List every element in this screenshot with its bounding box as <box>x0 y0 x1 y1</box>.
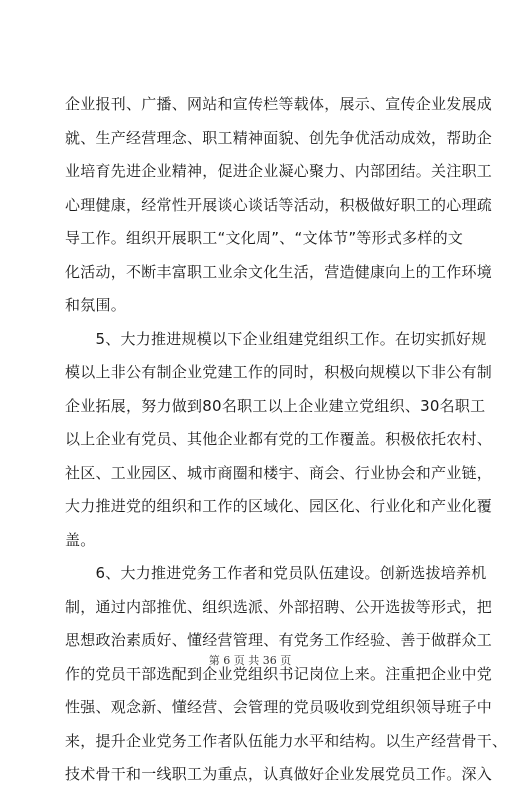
page-number-label: 第 6 页 共 36 页 <box>208 654 292 667</box>
text-line: 盖。 <box>65 530 96 549</box>
text-line: 性强、观念新、懂经营、会管理的党员吸收到党组织领导班子中 <box>65 698 493 716</box>
text-line: 心理健康，经常性开展谈心谈话等活动，积极做好职工的心理疏 <box>65 195 493 214</box>
text-line: 思想政治素质好、懂经营管理、有党务工作经验、善于做群众工 <box>65 631 493 649</box>
text-line: 5、大力推进规模以下企业组建党组织工作。在切实抓好规 <box>65 329 487 348</box>
text-line: 社区、工业园区、城市商圈和楼宇、商会、行业协会和产业链， <box>65 463 493 482</box>
text-line: 业培育先进企业精神，促进企业凝心聚力、内部团结。关注职工 <box>65 162 493 180</box>
document-body <box>65 88 507 792</box>
text-line: 导工作。组织开展职工“文化周”、“文体节”等形式多样的文 <box>65 229 464 247</box>
text-line: 以上企业有党员、其他企业都有党的工作覆盖。积极依托农村、 <box>65 430 493 448</box>
text-line: 和氛围。 <box>65 296 127 314</box>
text-line: 就、生产经营理念、职工精神面貌、创先争优活动成效，帮助企 <box>65 128 493 147</box>
text-line: 来，提升企业党务工作者队伍能力水平和结构。以生产经营骨干、 <box>65 731 507 750</box>
text-line: 大力推进党的组织和工作的区域化、园区化、行业化和产业化覆 <box>65 497 493 515</box>
text-line: 6、大力推进党务工作者和党员队伍建设。创新选拔培养机 <box>65 564 487 582</box>
text-line: 作的党员干部选配到企业党组织书记岗位上来。注重把企业中党 <box>65 664 493 683</box>
text-line: 模以上非公有制企业党建工作的同时，积极向规模以下非公有制 <box>65 363 493 381</box>
page-footer <box>0 652 500 668</box>
text-line: 企业报刊、广播、网站和宣传栏等载体，展示、宣传企业发展成 <box>65 95 493 113</box>
text-line: 技术骨干和一线职工为重点，认真做好企业发展党员工作。深入 <box>65 765 493 783</box>
text-line: 企业拓展，努力做到80名职工以上企业建立党组织、30名职工 <box>65 396 486 415</box>
text-line: 制，通过内部推优、组织选派、外部招聘、公开选拔等形式，把 <box>65 597 493 616</box>
text-line: 化活动，不断丰富职工业余文化生活，营造健康向上的工作环境 <box>65 262 493 281</box>
